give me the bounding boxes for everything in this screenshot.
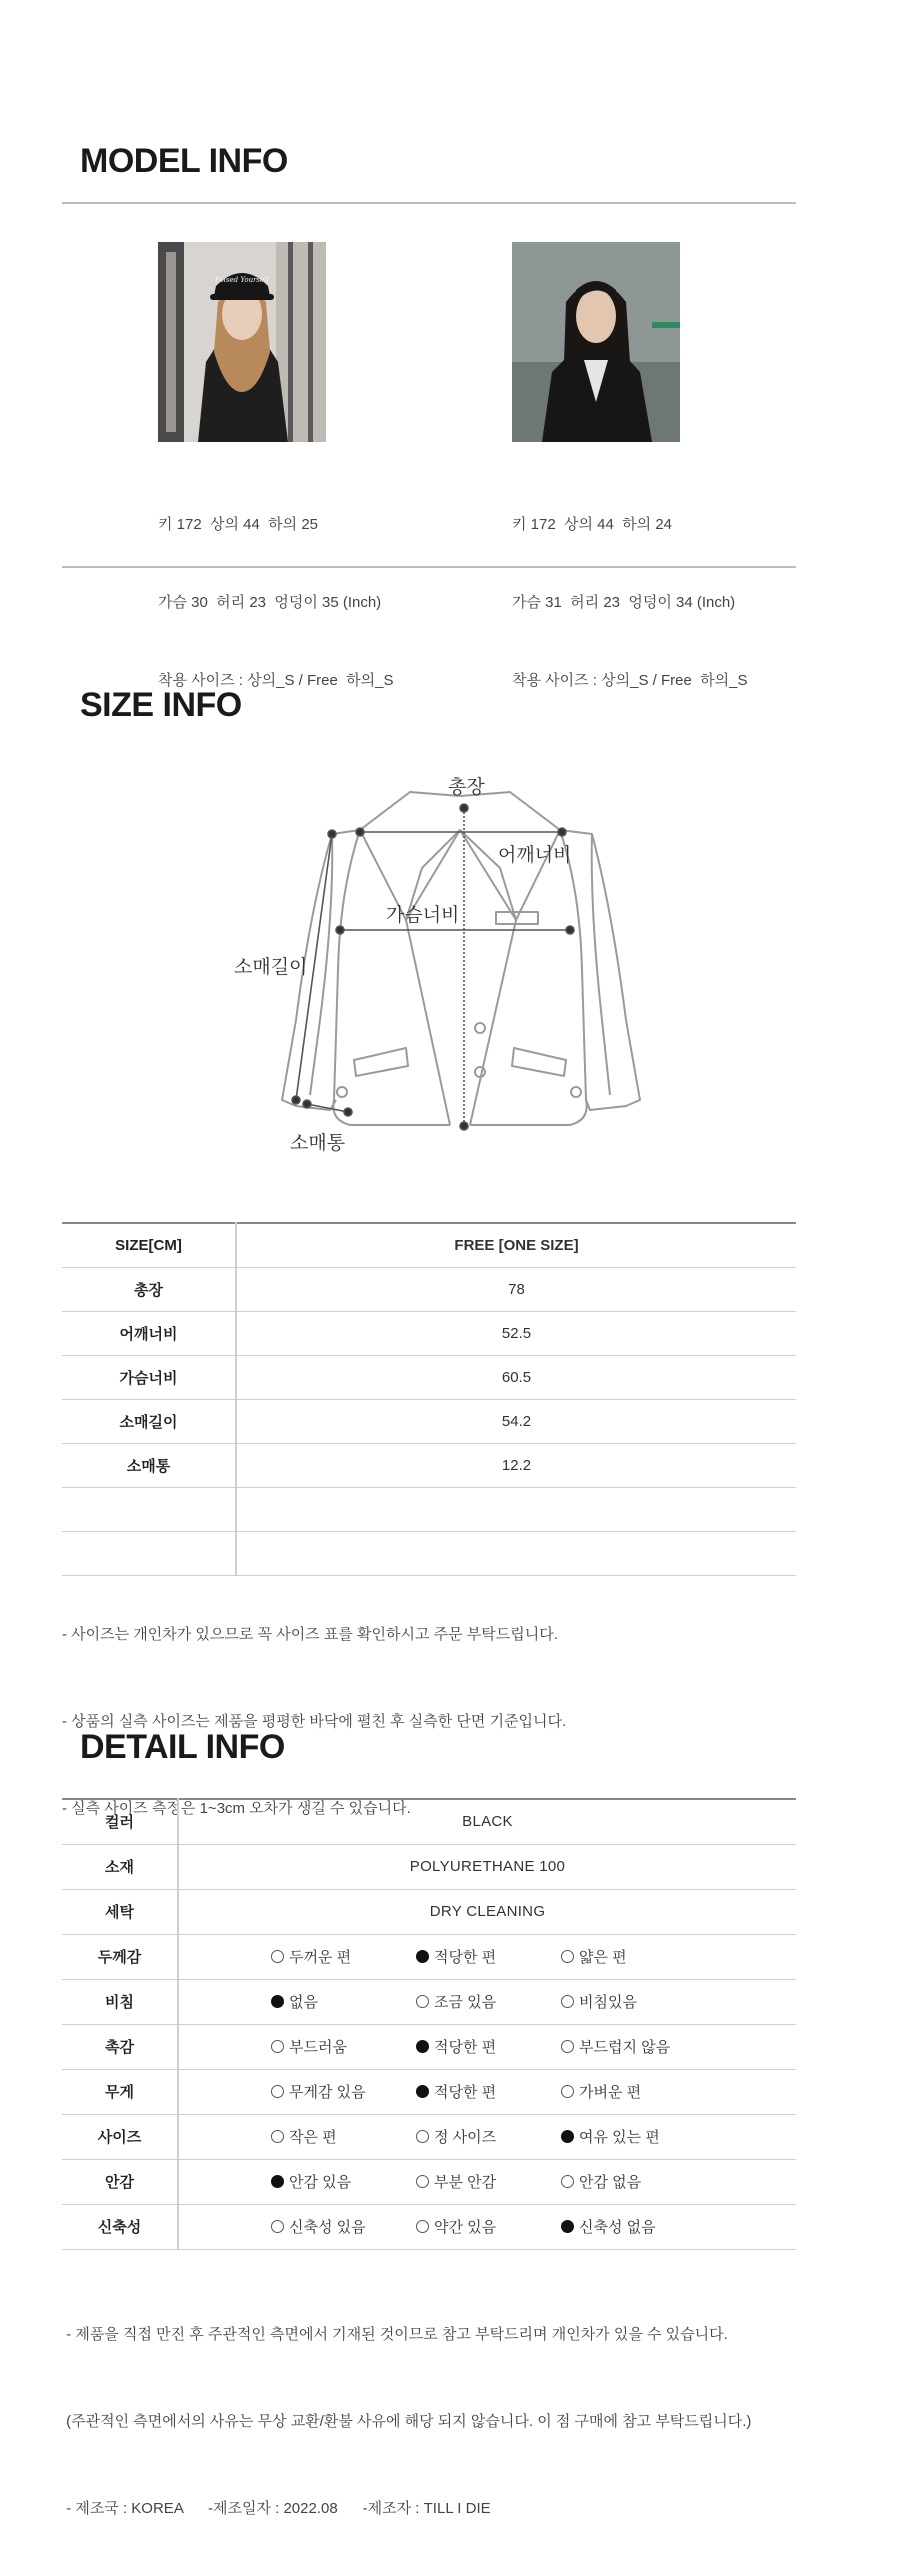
size-note-3: - 실측 사이즈 측정은 1~3cm 오차가 생길 수 있습니다. — [62, 1800, 411, 1817]
radio-icon — [561, 2220, 574, 2233]
radio-icon — [561, 2085, 574, 2098]
row-value: 12.2 — [236, 1443, 796, 1487]
model-1-stats-line1: 키 172 상의 44 하의 25 — [158, 516, 319, 533]
option-label: 두꺼운 편 — [289, 1949, 352, 1966]
option-label: 적당한 편 — [434, 2084, 497, 2101]
option-item — [561, 2216, 706, 2237]
option-item — [271, 2216, 416, 2237]
radio-icon — [416, 2130, 429, 2143]
row-value: POLYURETHANE 100 — [178, 1844, 796, 1889]
row-label: 컬러 — [62, 1799, 178, 1844]
detail-note-1: - 제품을 직접 만진 후 주관적인 측면에서 기재된 것이므로 참고 부탁드리며 개인차가 있을 수 있습니다. — [62, 2326, 728, 2343]
option-label: 조금 있음 — [434, 1994, 497, 2011]
row-value: 78 — [236, 1267, 796, 1311]
model-info-title: MODEL INFO — [80, 142, 288, 180]
row-label: 소매길이 — [62, 1399, 236, 1443]
model-card-2 — [512, 242, 832, 746]
table-row — [62, 2159, 796, 2204]
model-photo-2 — [512, 242, 680, 442]
option-item — [416, 1946, 561, 1967]
model-info-divider-bottom — [62, 566, 796, 568]
detail-note-3: - 제조국 : KOREA -제조일자 : 2022.08 -제조자 : TILL I DIE — [62, 2500, 491, 2517]
option-item — [416, 1991, 561, 2012]
radio-icon — [416, 2085, 429, 2098]
size-note-2: - 상품의 실측 사이즈는 제품을 평평한 바닥에 펼친 후 실측한 단면 기준입니다. — [62, 1713, 567, 1730]
radio-icon — [416, 2040, 429, 2053]
jacket-measurement-diagram — [210, 770, 680, 1190]
option-label: 부드러움 — [289, 2039, 347, 2056]
option-label: 부드럽지 않음 — [579, 2039, 671, 2056]
table-row — [62, 1355, 796, 1399]
radio-icon — [271, 2175, 284, 2188]
option-item — [416, 2036, 561, 2057]
option-label: 정 사이즈 — [434, 2129, 497, 2146]
table-row — [62, 1934, 796, 1979]
label-shoulder-width: 어깨너비 — [498, 845, 572, 866]
radio-icon — [561, 2040, 574, 2053]
option-item — [561, 1946, 706, 1967]
option-label: 적당한 편 — [434, 2039, 497, 2056]
option-label: 안감 없음 — [579, 2174, 642, 2191]
option-label: 비침있음 — [579, 1994, 637, 2011]
row-label: 세탁 — [62, 1889, 178, 1934]
model-2-stats-line3: 착용 사이즈 : 상의_S / Free 하의_S — [512, 672, 748, 689]
option-item — [271, 2126, 416, 2147]
radio-icon — [416, 1995, 429, 2008]
option-item — [561, 2036, 706, 2057]
size-info-title: SIZE INFO — [80, 686, 242, 724]
row-value: BLACK — [178, 1799, 796, 1844]
option-label: 여유 있는 편 — [579, 2129, 660, 2146]
radio-icon — [561, 2130, 574, 2143]
table-row — [62, 1889, 796, 1934]
radio-icon — [561, 1950, 574, 1963]
model-info-divider-top — [62, 202, 796, 204]
size-table-header-value: FREE [ONE SIZE] — [236, 1223, 796, 1267]
option-label: 적당한 편 — [434, 1949, 497, 1966]
option-label: 신축성 있음 — [289, 2219, 366, 2236]
detail-notes — [62, 2262, 751, 2552]
table-row — [62, 1267, 796, 1311]
radio-icon — [561, 2175, 574, 2188]
label-total-length: 총장 — [448, 777, 485, 798]
option-item — [271, 1946, 416, 1967]
detail-note-2: (주관적인 측면에서의 사유는 무상 교환/환불 사유에 해당 되지 않습니다. 이 점 구매에 참고 부탁드립니다.) — [62, 2413, 752, 2430]
radio-icon — [271, 2085, 284, 2098]
table-row — [62, 2024, 796, 2069]
model-1-stats-line2: 가슴 30 허리 23 엉덩이 35 (Inch) — [158, 594, 382, 611]
radio-icon — [271, 1950, 284, 1963]
option-item — [271, 2081, 416, 2102]
label-sleeve-opening: 소매통 — [290, 1133, 346, 1154]
model-2-stats-line2: 가슴 31 허리 23 엉덩이 34 (Inch) — [512, 594, 736, 611]
size-table — [62, 1222, 796, 1576]
row-label: 촉감 — [62, 2024, 178, 2069]
table-row — [62, 1799, 796, 1844]
option-label: 약간 있음 — [434, 2219, 497, 2236]
row-label — [62, 1487, 236, 1531]
table-row — [62, 1311, 796, 1355]
size-table-header-row — [62, 1223, 796, 1267]
option-item — [271, 2036, 416, 2057]
table-row — [62, 2114, 796, 2159]
option-label: 부분 안감 — [434, 2174, 497, 2191]
table-row — [62, 1844, 796, 1889]
option-item — [271, 1991, 416, 2012]
cap-lettering: Poised Yourself — [215, 276, 269, 284]
option-label: 작은 편 — [289, 2129, 337, 2146]
option-label: 가벼운 편 — [579, 2084, 642, 2101]
model-card-1 — [158, 242, 478, 746]
size-note-1: - 사이즈는 개인차가 있으므로 꼭 사이즈 표를 확인하시고 주문 부탁드립니다. — [62, 1626, 558, 1643]
option-label: 신축성 없음 — [579, 2219, 656, 2236]
table-row — [62, 1443, 796, 1487]
row-label: 두께감 — [62, 1934, 178, 1979]
option-item — [416, 2081, 561, 2102]
radio-icon — [271, 1995, 284, 2008]
option-item — [561, 2171, 706, 2192]
jacket-outline-illustration — [210, 770, 680, 1190]
radio-icon — [561, 1995, 574, 2008]
label-chest-width: 가슴너비 — [386, 905, 460, 926]
detail-table — [62, 1798, 796, 2250]
radio-icon — [271, 2130, 284, 2143]
radio-icon — [271, 2040, 284, 2053]
row-label: 사이즈 — [62, 2114, 178, 2159]
radio-icon — [416, 1950, 429, 1963]
model-1-stats-line3: 착용 사이즈 : 상의_S / Free 하의_S — [158, 672, 394, 689]
table-row — [62, 2204, 796, 2249]
option-item — [416, 2216, 561, 2237]
option-label: 없음 — [289, 1994, 318, 2011]
row-label: 소재 — [62, 1844, 178, 1889]
row-label: 소매통 — [62, 1443, 236, 1487]
row-value: 52.5 — [236, 1311, 796, 1355]
option-label: 무게감 있음 — [289, 2084, 366, 2101]
row-label: 안감 — [62, 2159, 178, 2204]
row-label: 신축성 — [62, 2204, 178, 2249]
table-row — [62, 2069, 796, 2114]
option-item — [416, 2126, 561, 2147]
option-item — [561, 2126, 706, 2147]
table-row — [62, 1399, 796, 1443]
option-item — [561, 2081, 706, 2102]
row-label: 무게 — [62, 2069, 178, 2114]
row-label: 가슴너비 — [62, 1355, 236, 1399]
detail-info-title: DETAIL INFO — [80, 1728, 285, 1766]
option-label: 얇은 편 — [579, 1949, 627, 1966]
row-label: 어깨너비 — [62, 1311, 236, 1355]
label-sleeve-length: 소매길이 — [234, 957, 308, 978]
row-label: 총장 — [62, 1267, 236, 1311]
row-label: 비침 — [62, 1979, 178, 2024]
radio-icon — [416, 2175, 429, 2188]
radio-icon — [416, 2220, 429, 2233]
row-value: 60.5 — [236, 1355, 796, 1399]
size-table-header-label: SIZE[CM] — [62, 1223, 236, 1267]
row-value — [236, 1487, 796, 1531]
row-value: DRY CLEANING — [178, 1889, 796, 1934]
option-item — [271, 2171, 416, 2192]
model-2-stats-line1: 키 172 상의 44 하의 24 — [512, 516, 673, 533]
radio-icon — [271, 2220, 284, 2233]
option-item — [561, 1991, 706, 2012]
model-photo-1 — [158, 242, 326, 442]
table-row — [62, 1487, 796, 1531]
option-item — [416, 2171, 561, 2192]
row-value: 54.2 — [236, 1399, 796, 1443]
option-label: 안감 있음 — [289, 2174, 352, 2191]
table-row — [62, 1979, 796, 2024]
